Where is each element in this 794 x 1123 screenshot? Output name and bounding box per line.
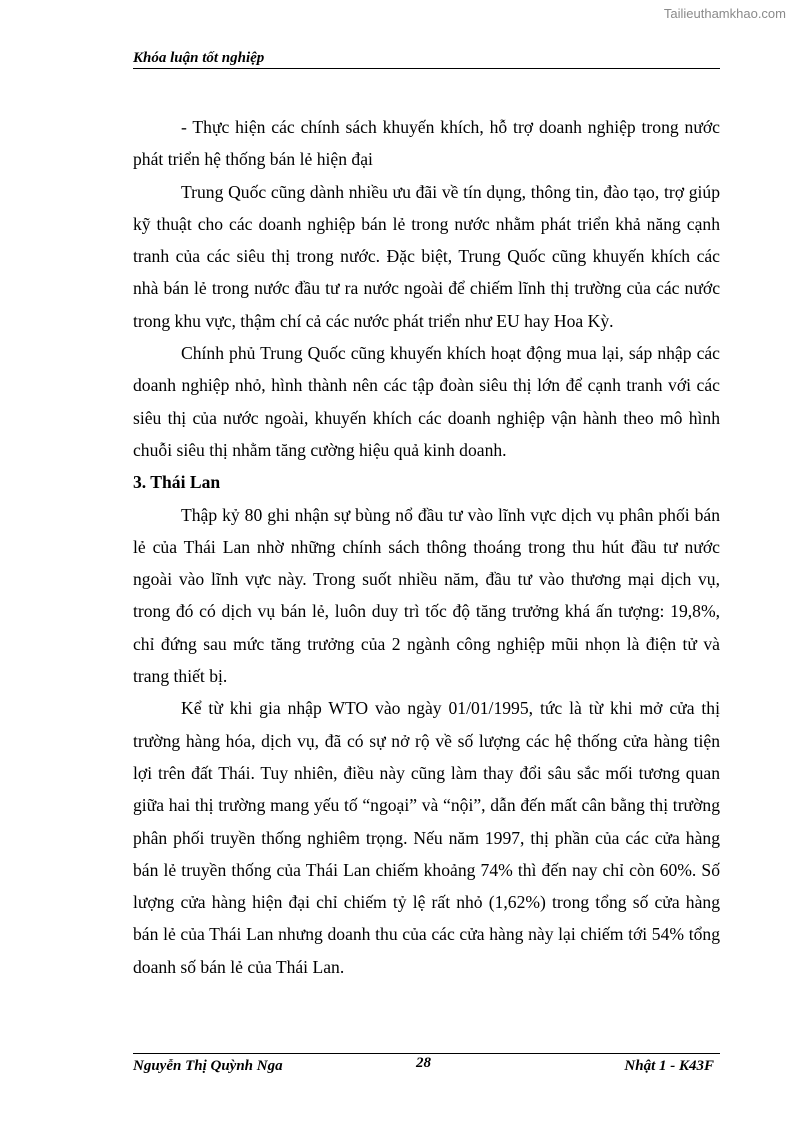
- watermark: Tailieuthamkhao.com: [663, 6, 786, 21]
- header-title: Khóa luận tốt nghiệp: [133, 50, 265, 66]
- footer-divider: [133, 1053, 720, 1054]
- paragraph-china-incentives: Trung Quốc cũng dành nhiều ưu đãi về tín dụng, thông tin, đào tạo, trợ giúp kỹ thuật cho các doanh nghiệp bán lẻ trong nước nhằm phát triển khả năng cạnh tranh của các siêu thị trong nước. Đặc biệt, Trung Quốc cũng khuyến khích các nhà bán lẻ trong nước đầu tư ra nước ngoài để chiếm lĩnh thị trường của các nước trong khu vực, thậm chí cả các nước phát triển như EU hay Hoa Kỳ.: [133, 181, 720, 331]
- page-body: [133, 111, 720, 983]
- paragraph-thailand-investment: Thập kỷ 80 ghi nhận sự bùng nổ đầu tư vào lĩnh vực dịch vụ phân phối bán lẻ của Thái Lan nhờ những chính sách thông thoáng trong thu hút đầu tư nước ngoài vào lĩnh vực này. Trong suốt nhiều năm, đầu tư vào thương mại dịch vụ, trong đó có dịch vụ bán lẻ, luôn duy trì tốc độ tăng trưởng khá ấn tượng: 19,8%, chỉ đứng sau mức tăng trưởng của 2 ngành công nghiệp mũi nhọn là điện tử và trang thiết bị.: [133, 504, 720, 687]
- footer-author: Nguyễn Thị Quỳnh Nga: [133, 1058, 283, 1074]
- paragraph-thailand-wto: Kể từ khi gia nhập WTO vào ngày 01/01/1995, tức là từ khi mở cửa thị trường hàng hóa, dịch vụ, đã có sự nở rộ về số lượng các hệ thống cửa hàng tiện lợi trên đất Thái. Tuy nhiên, điều này cũng làm thay đổi sâu sắc mối tương quan giữa hai thị trường mang yếu tố “ngoại” và “nội”, dẫn đến mất cân bằng thị trường phân phối truyền thống nghiêm trọng. Nếu năm 1997, thị phần của các cửa hàng bán lẻ truyền thống của Thái Lan chiếm khoảng 74% thì đến nay chỉ còn 60%. Số lượng cửa hàng hiện đại chỉ chiếm tỷ lệ rất nhỏ (1,62%) trong tổng số cửa hàng bán lẻ của Thái Lan nhưng doanh thu của các cửa hàng này lại chiếm tới 54% tổng doanh số bán lẻ của Thái Lan.: [133, 698, 720, 977]
- footer-class: Nhật 1 - K43F: [624, 1058, 714, 1074]
- section-heading-thailand: 3. Thái Lan: [133, 472, 221, 493]
- paragraph-china-mergers: Chính phủ Trung Quốc cũng khuyến khích hoạt động mua lại, sáp nhập các doanh nghiệp nhỏ, hình thành nên các tập đoàn siêu thị lớn để cạnh tranh với các siêu thị của nước ngoài, khuyến khích các doanh nghiệp vận hành theo mô hình chuỗi siêu thị nhằm tăng cường hiệu quả kinh doanh.: [133, 343, 720, 460]
- header-divider: [133, 68, 720, 69]
- page-number: 28: [416, 1055, 431, 1071]
- paragraph-policy-bullet: - Thực hiện các chính sách khuyến khích, hỗ trợ doanh nghiệp trong nước phát triển hệ thống bán lẻ hiện đại: [133, 117, 720, 170]
